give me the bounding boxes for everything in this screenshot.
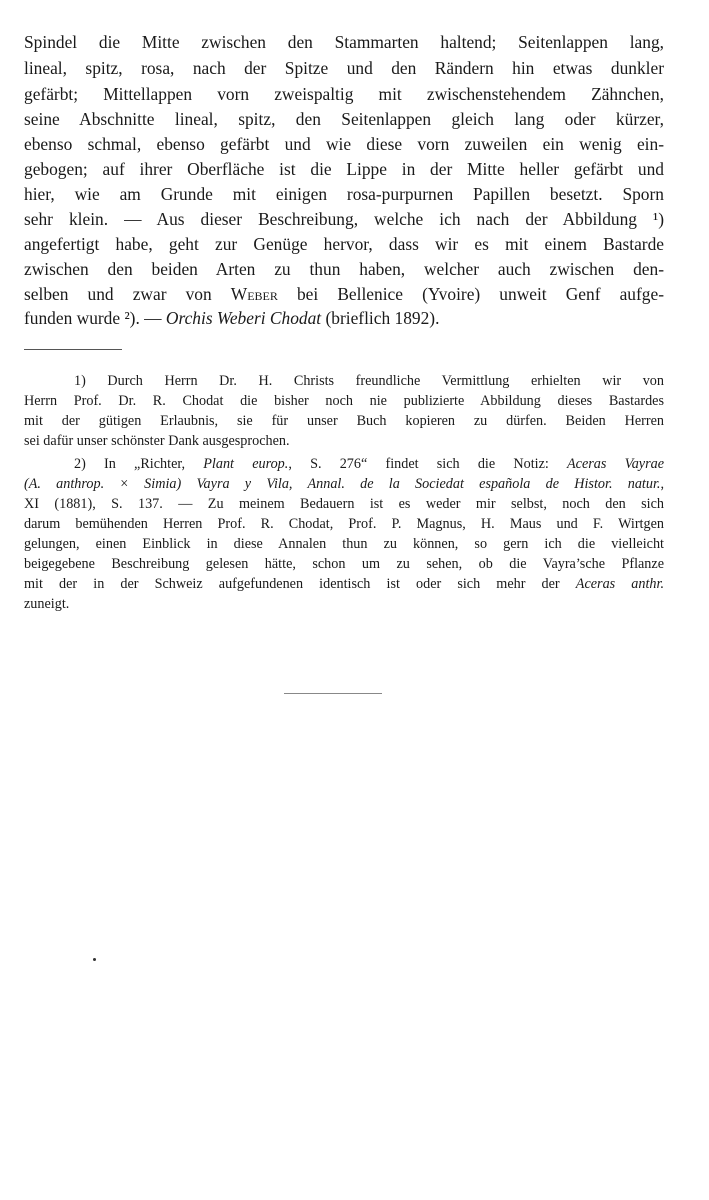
end-rule xyxy=(284,693,382,694)
footnote-2-line-1-title: Plant europ. xyxy=(203,456,289,472)
body-line-1: Spindel die Mitte zwischen den Stammarten haltend; Seitenlappen lang, xyxy=(24,32,664,52)
body-line-4: seine Abschnitte lineal, spitz, den Seitenlappen gleich lang oder kürzer, xyxy=(24,109,664,129)
body-line-12-post: (brieflich 1892). xyxy=(321,308,440,328)
page-speck xyxy=(93,958,96,961)
body-line-11-post: bei Bellenice (Yvoire) unweit Genf aufge- xyxy=(277,284,665,304)
body-line-3: gefärbt; Mittellappen vorn zweispaltig mit zwischenstehendem Zähnchen, xyxy=(24,84,664,104)
body-line-7: hier, wie am Grunde mit einigen rosa-purpurnen Papillen besetzt. Sporn xyxy=(24,184,664,204)
footnote-2-line-2-comma: , xyxy=(660,476,664,492)
footnote-separator xyxy=(24,349,122,350)
footnote-1-line-1: 1) Durch Herrn Dr. H. Christs freundliche Vermittlung erhielten wir von xyxy=(74,373,664,389)
footnote-2-line-1-a: 2) In „Richter, xyxy=(74,456,204,472)
footnote-2-line-5: gelungen, einen Einblick in diese Annalen thun zu können, so gern ich die vielleicht xyxy=(24,536,664,552)
body-line-8: sehr klein. — Aus dieser Beschreibung, welche ich nach der Abbildung ¹) xyxy=(24,209,664,229)
footnote-2-line-2 xyxy=(24,477,664,491)
footnote-2-line-7-species: Aceras anthr. xyxy=(575,576,665,592)
footnote-2-line-4: darum bemühenden Herren Prof. R. Chodat, Prof. P. Magnus, H. Maus und F. Wirtgen xyxy=(24,516,664,532)
body-line-11 xyxy=(24,286,664,303)
body-line-6: gebogen; auf ihrer Oberfläche ist die Lippe in der Mitte heller gefärbt und xyxy=(24,159,664,179)
body-line-5: ebenso schmal, ebenso gefärbt und wie diese vorn zuweilen ein wenig ein- xyxy=(24,134,664,154)
footnote-2-line-1-c: , S. 276“ findet sich die Notiz: xyxy=(288,456,568,472)
body-line-10: zwischen den beiden Arten zu thun haben, welcher auch zwischen den- xyxy=(24,259,664,279)
body-line-11-pre: selben und zwar von xyxy=(24,284,231,304)
footnote-2-line-3: XI (1881), S. 137. — Zu meinem Bedauern ist es weder mir selbst, noch den sich xyxy=(24,496,664,512)
body-line-12 xyxy=(24,310,664,327)
footnote-2-line-2-citation: (A. anthrop. × Simia) Vayra y Vila, Annal. de la Sociedat española de Histor. natur. xyxy=(24,476,661,492)
footnote-2-line-7-a: mit der in der Schweiz aufgefundenen identisch ist oder sich mehr der xyxy=(24,576,576,592)
footnote-1-line-3: mit der gütigen Erlaubnis, sie für unser Buch kopieren zu dürfen. Beiden Herren xyxy=(24,413,664,429)
body-line-9: angefertigt habe, geht zur Genüge hervor, dass wir es mit einem Bastarde xyxy=(24,234,664,254)
footnote-2-line-1-species: Aceras Vayrae xyxy=(567,456,665,472)
footnote-1-line-2: Herrn Prof. Dr. R. Chodat die bisher noch nie publizierte Abbildung dieses Bastardes xyxy=(24,393,664,409)
footnote-2-line-8: zuneigt. xyxy=(24,596,70,612)
footnote-1-line-4: sei dafür unser schönster Dank ausgesprochen. xyxy=(24,433,290,449)
footnote-2-line-6: beigegebene Beschreibung gelesen hätte, schon um zu sehen, ob die Vayra’sche Pflanze xyxy=(24,556,664,572)
footnote-2-line-1 xyxy=(74,457,664,471)
body-line-2: lineal, spitz, rosa, nach der Spitze und den Rändern hin etwas dunkler xyxy=(24,58,664,78)
footnote-2-line-7 xyxy=(24,577,664,591)
species-name: Orchis Weberi Chodat xyxy=(165,308,322,328)
author-name: Weber xyxy=(230,284,278,304)
body-line-12-pre: funden wurde ²). — xyxy=(24,308,166,328)
